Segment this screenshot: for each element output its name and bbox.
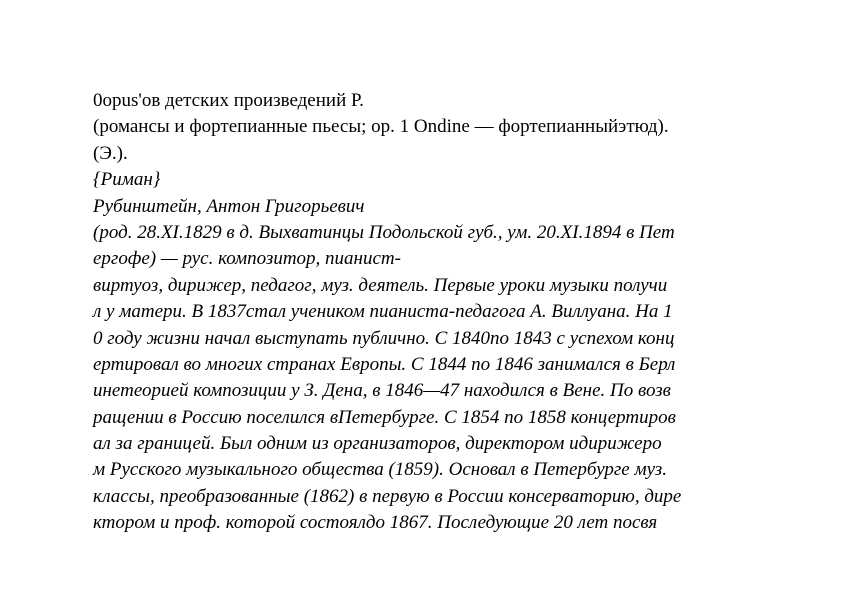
text-line-14: ал за границей. Был одним из организаторов, директором идирижеро	[93, 433, 662, 455]
text-line-15: м Русского музыкального общества (1859). Основал в Петербурге муз.	[93, 459, 667, 481]
text-line-13: ращении в Россию поселился вПетербурге. С 1854 по 1858 концертиров	[93, 406, 676, 428]
text-line-17: ктором и проф. которой состоялдо 1867. Последующие 20 лет посвя	[93, 512, 658, 534]
text-line-8: виртуоз, дирижер, педагог, муз. деятель. Первые уроки музыки получи	[93, 274, 668, 296]
text-line-7: ергофе) — рус. композитор, пианист-	[93, 248, 401, 270]
text-line-9: л у матери. В 1837стал учеником пианиста-педагога А. Виллуана. На 1	[93, 301, 673, 323]
text-line-3: (Э.).	[93, 142, 128, 164]
text-line-12: инетеорией композиции у З. Дена, в 1846—47 находился в Вене. По возв	[93, 380, 671, 402]
text-line-2: (романсы и фортепианные пьесы; ор. 1 Ondine — фортепианныйэтюд).	[93, 116, 669, 138]
text-line-5: Рубинштейн, Антон Григорьевич	[93, 195, 365, 217]
text-line-6: (род. 28.XI.1829 в д. Выхватинцы Подольской губ., ум. 20.XI.1894 в Пет	[93, 221, 675, 243]
document-text-block	[93, 88, 793, 537]
text-line-4: {Риман}	[93, 169, 161, 191]
text-line-11: ертировал во многих странах Европы. С 1844 по 1846 занимался в Берл	[93, 353, 676, 375]
text-line-10: 0 году жизни начал выступать публично. С 1840по 1843 с успехом конц	[93, 327, 675, 349]
text-line-1: 0opus'ов детских произведений Р.	[93, 90, 364, 111]
text-line-16: классы, преобразованные (1862) в первую в России консерваторию, дире	[93, 485, 682, 507]
